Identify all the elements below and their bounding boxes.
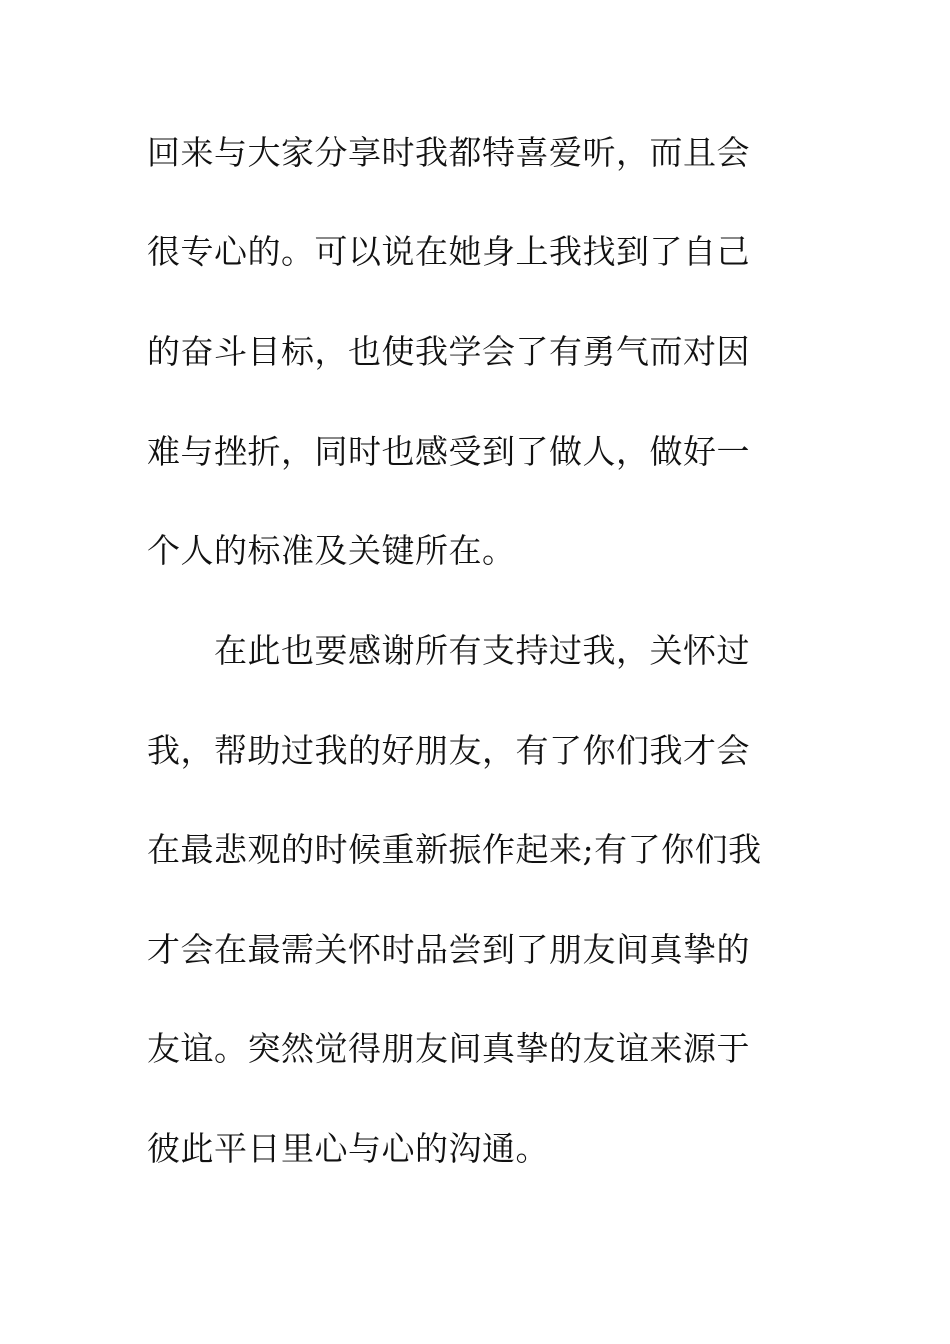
text-line: 友谊。突然觉得朋友间真挚的友谊来源于 bbox=[147, 1029, 750, 1068]
paragraph-start-line: 在此也要感谢所有支持过我，关怀过 bbox=[214, 631, 750, 670]
text-line: 彼此平日里心与心的沟通。 bbox=[147, 1129, 549, 1168]
text-line: 个人的标准及关键所在。 bbox=[147, 531, 516, 570]
text-line: 的奋斗目标，也使我学会了有勇气而对因 bbox=[147, 332, 750, 371]
text-line: 很专心的。可以说在她身上我找到了自己 bbox=[147, 232, 750, 271]
text-line: 难与挫折，同时也感受到了做人，做好一 bbox=[147, 432, 750, 471]
text-line: 才会在最需关怀时品尝到了朋友间真挚的 bbox=[147, 930, 750, 969]
text-line: 我，帮助过我的好朋友，有了你们我才会 bbox=[147, 731, 750, 770]
text-line: 在最悲观的时候重新振作起来;有了你们我 bbox=[147, 830, 762, 869]
text-line: 回来与大家分享时我都特喜爱听，而且会 bbox=[147, 133, 750, 172]
